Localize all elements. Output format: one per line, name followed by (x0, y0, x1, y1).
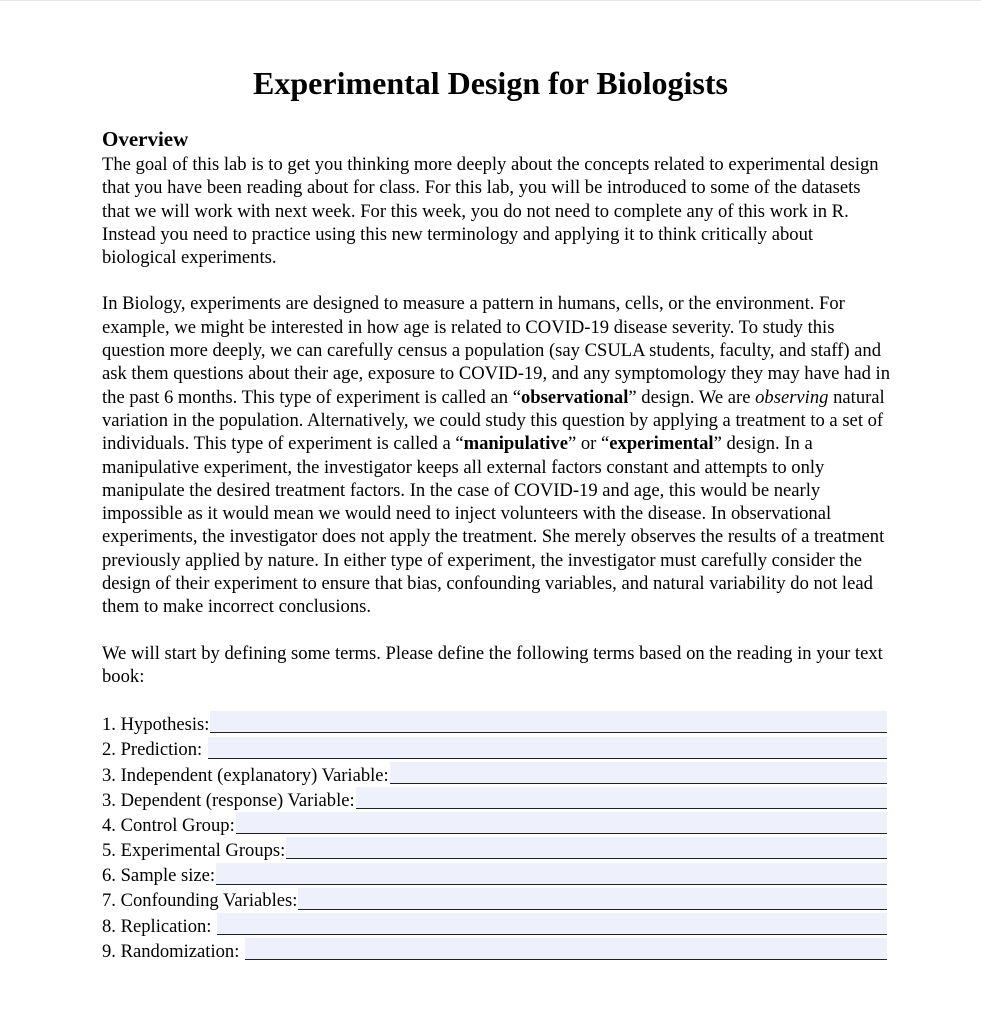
term-observing: observing (755, 386, 829, 408)
document-body (102, 125, 892, 963)
term-row-experimental-groups (102, 837, 887, 862)
term-manipulative: manipulative (463, 433, 568, 455)
term-label-hypothesis: 1. Hypothesis: (102, 714, 210, 736)
term-label-control-group: 4. Control Group: (102, 814, 235, 836)
term-experimental: experimental (609, 433, 714, 455)
overview-heading: Overview (102, 127, 189, 151)
term-row-sample-size (102, 862, 887, 887)
experimental-groups-field[interactable] (286, 837, 887, 859)
dependent-variable-field[interactable] (356, 787, 887, 809)
p2-text-c: ” design. We are (628, 386, 756, 408)
term-label-experimental-groups: 5. Experimental Groups: (102, 840, 286, 862)
term-observational: observational (520, 386, 629, 408)
confounding-variables-field[interactable] (298, 888, 887, 910)
randomization-field[interactable] (245, 938, 887, 960)
term-label-confounding-variables: 7. Confounding Variables: (102, 890, 298, 912)
p2-text-e: natural variation in the population. Alternatively, we could study this question by applying a treatment to a set of individuals. This type of experiment is called a “ (102, 386, 885, 455)
p2-text-a: In Biology, experiments are designed to measure a pattern in humans, cells, or the environment. For example, we might be interested in how age is related to COVID-19 disease severity. To study this question more deeply, we can carefully census a population (say CSULA students, faculty, and staff) and ask them questions about their age, exposure to COVID-19, and any symptomology they may have had in the past 6 months. This type of experiment is called an “ (102, 293, 891, 408)
independent-variable-field[interactable] (390, 762, 887, 784)
term-row-hypothesis (102, 711, 887, 736)
term-row-dependent-variable (102, 787, 887, 812)
term-row-independent-variable (102, 762, 887, 787)
term-row-confounding-variables (102, 888, 887, 913)
control-group-field[interactable] (236, 812, 887, 834)
term-label-replication: 8. Replication: (102, 915, 217, 937)
page-title: Experimental Design for Biologists (253, 65, 728, 101)
term-row-replication (102, 913, 887, 938)
overview-paragraph-3: We will start by defining some terms. Please define the following terms based on the reading in your text book: (102, 642, 883, 687)
term-row-prediction (102, 736, 887, 761)
p2-text-i: ” design. In a manipulative experiment, the investigator keeps all external factors constant and attempts to only manipulate the desired treatment factors. In the case of COVID-19 and age, this would be nearly impossible as it would mean we would need to inject volunteers with the disease. In observational experiments, the investigator does not apply the treatment. She merely observes the results of a treatment previously applied by nature. In either type of experiment, the investigator must carefully consider the design of their experiment to ensure that bias, confounding variables, and natural variability do not lead them to make incorrect conclusions. (102, 433, 885, 618)
hypothesis-field[interactable] (210, 711, 887, 733)
p2-text-g: ” or “ (567, 433, 610, 455)
term-row-randomization (102, 938, 887, 963)
prediction-field[interactable] (208, 737, 887, 759)
term-label-prediction: 2. Prediction: (102, 739, 207, 761)
overview-paragraph-1: The goal of this lab is to get you thinking more deeply about the concepts related to experimental design that you have been reading about for class. For this lab, you will be introduced to some of the datasets that we will work with next week. For this week, you do not need to complete any of this work in R. Instead you need to practice using this new terminology and applying it to think critically about biological experiments. (102, 154, 879, 269)
term-label-dependent-variable: 3. Dependent (response) Variable: (102, 789, 355, 811)
term-label-independent-variable: 3. Independent (explanatory) Variable: (102, 764, 389, 786)
term-label-randomization: 9. Randomization: (102, 940, 245, 962)
term-label-sample-size: 6. Sample size: (102, 865, 216, 887)
replication-field[interactable] (217, 913, 887, 935)
overview-paragraph-2 (102, 292, 892, 618)
terms-list (102, 711, 892, 963)
sample-size-field[interactable] (216, 863, 887, 885)
term-row-control-group (102, 812, 887, 837)
